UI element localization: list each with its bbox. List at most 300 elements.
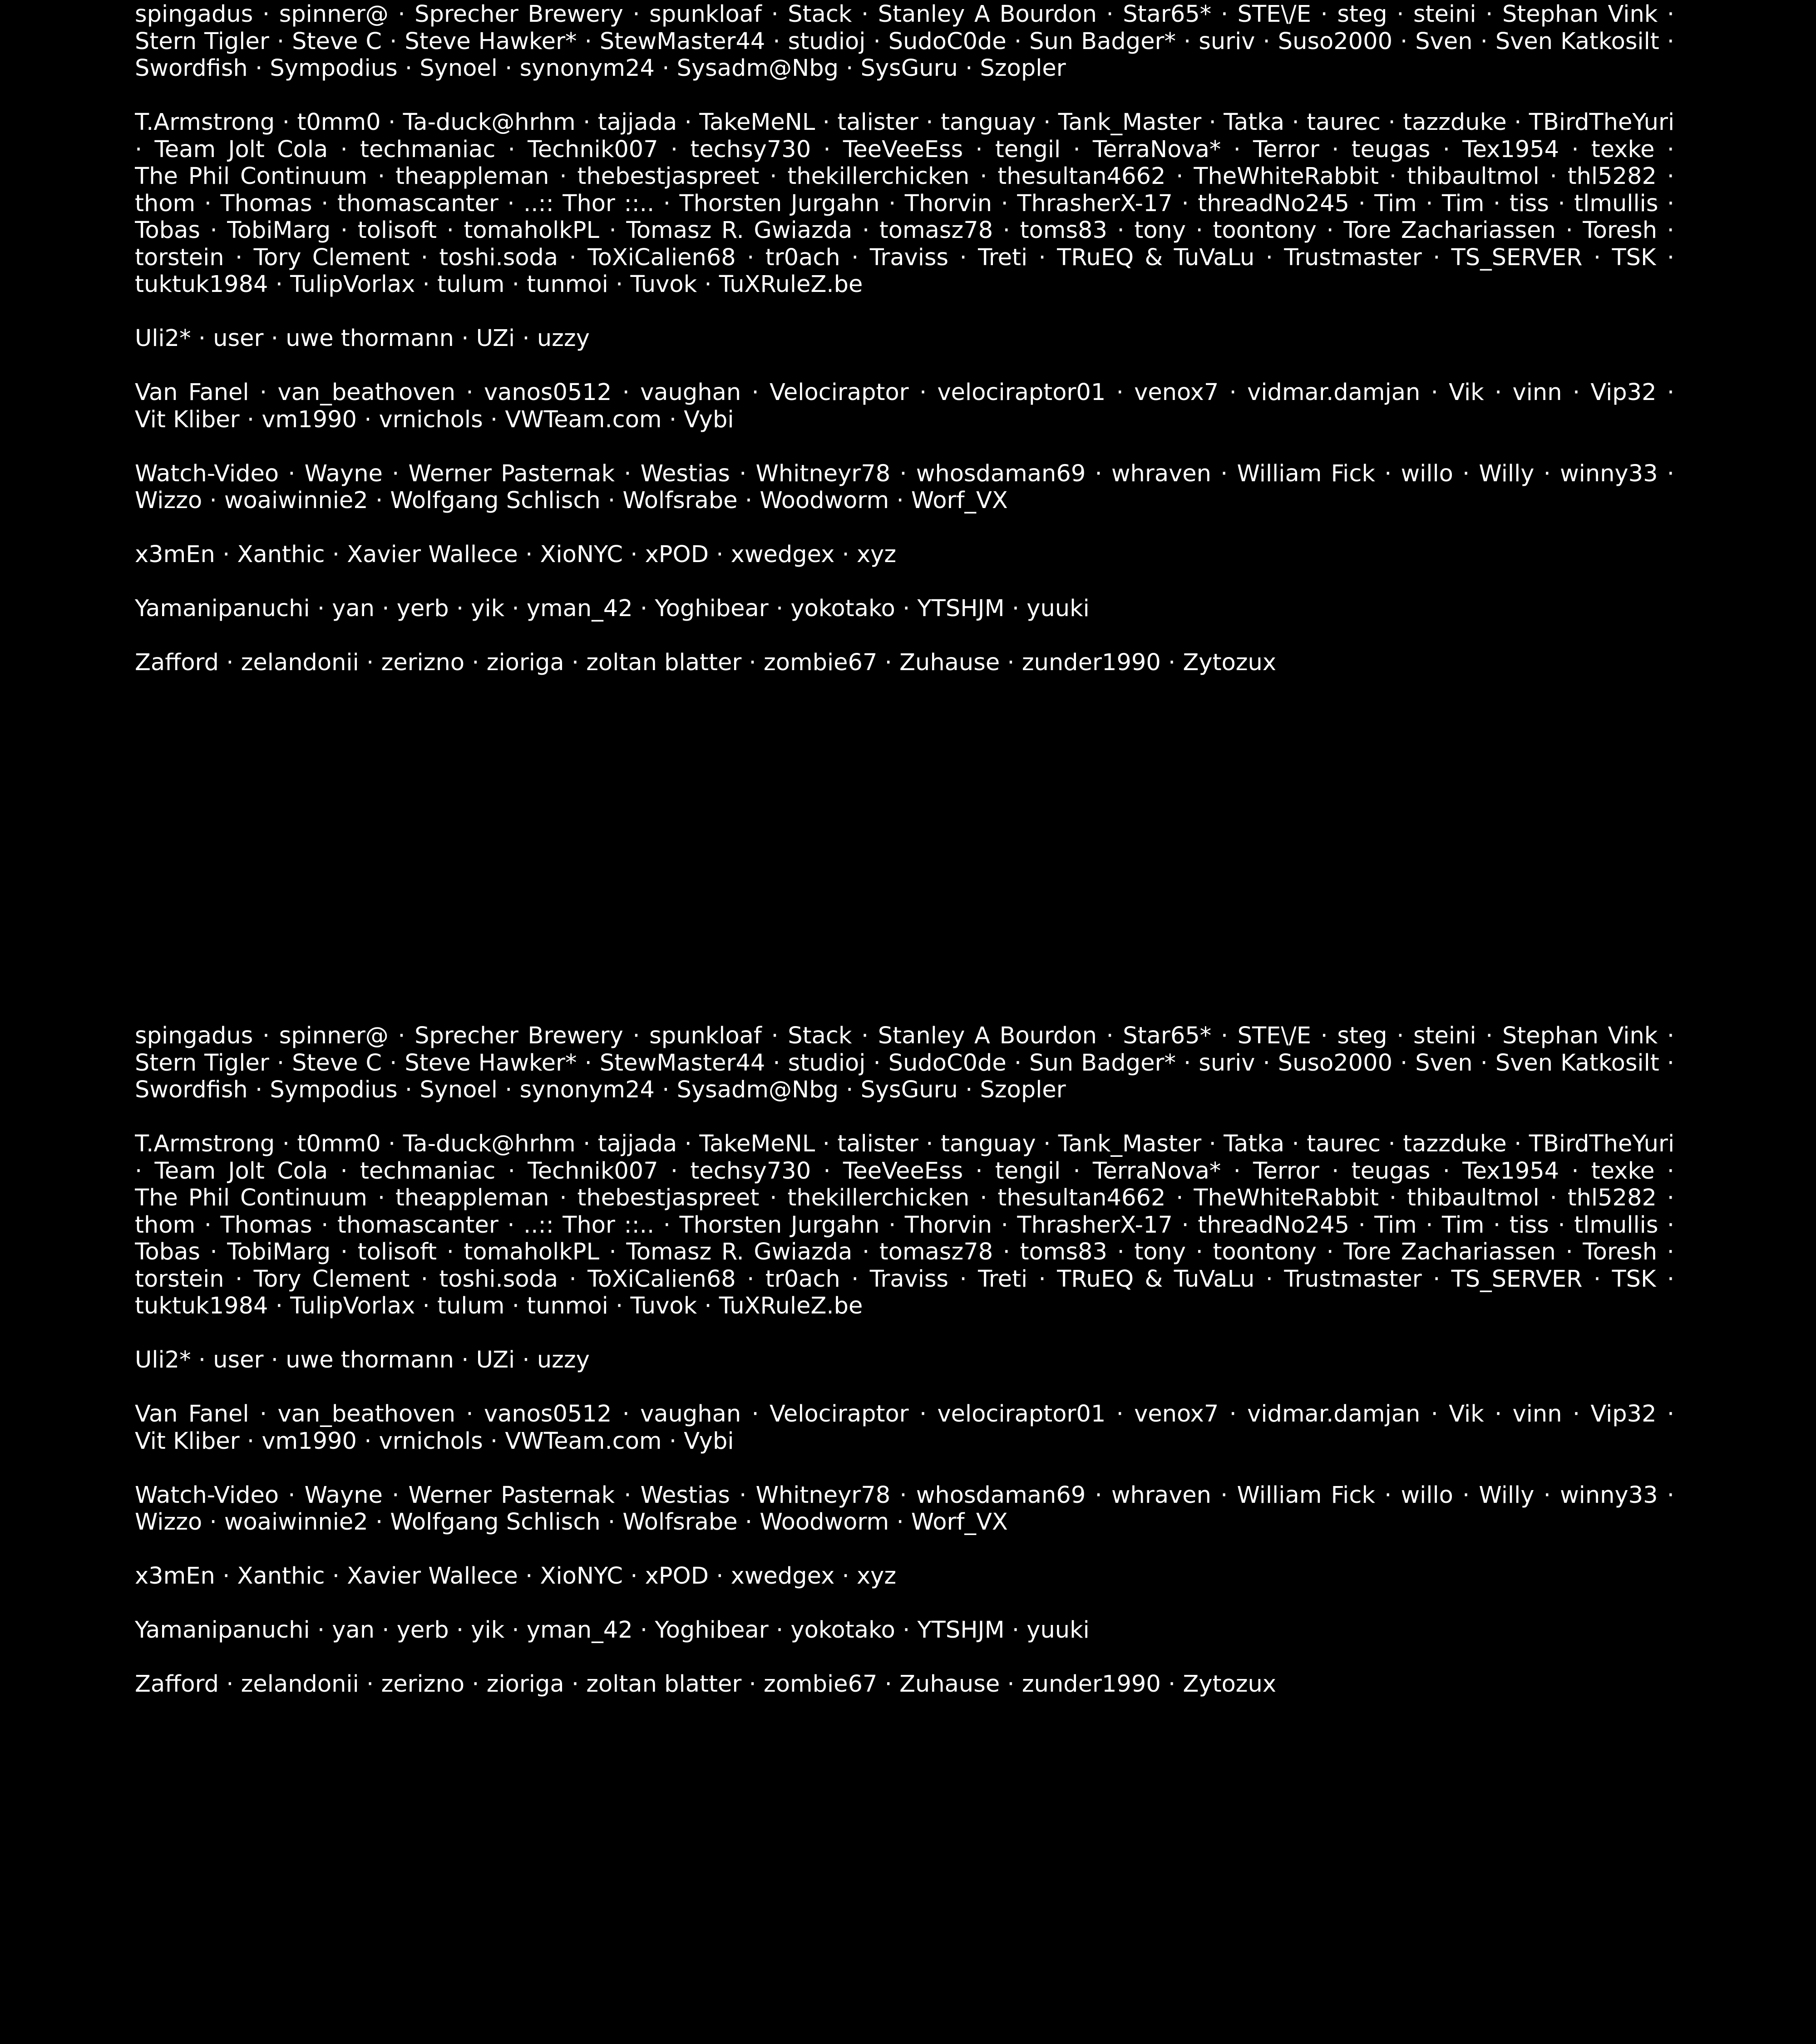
separator-dot: · [1571, 1157, 1579, 1185]
separator-dot: · [980, 1185, 987, 1211]
separator-dot: · [559, 163, 567, 190]
name-group-t [135, 1131, 1674, 1320]
separator-dot: · [1332, 1157, 1339, 1185]
separator-dot: · [1667, 217, 1674, 244]
separator-dot: · [1667, 1239, 1674, 1265]
separator-dot: · [684, 109, 692, 136]
contributor-name: Thorsten Jurgahn [679, 1211, 880, 1239]
contributor-name: William Fick [1237, 460, 1375, 487]
contributor-name: xPOD [645, 541, 709, 568]
separator-dot: · [282, 109, 290, 136]
contributor-name: ToXiCalien68 [587, 244, 736, 271]
contributor-name: Toresh [1583, 217, 1658, 244]
name-group-y [135, 595, 1674, 622]
contributor-name: Tim [1374, 1211, 1417, 1239]
contributor-name: TerraNova* [1092, 136, 1221, 163]
contributor-name: STE\/E [1237, 1, 1311, 28]
separator-dot: · [569, 244, 577, 271]
contributor-name: T.Armstrong [135, 1131, 275, 1157]
separator-dot: · [771, 1, 779, 28]
separator-dot: · [622, 379, 630, 406]
contributor-name: TobiMarg [227, 217, 331, 244]
contributor-name: yuuki [1026, 1617, 1090, 1644]
separator-dot: · [739, 1481, 747, 1509]
separator-dot: · [375, 487, 383, 514]
contributor-name: Whitneyr78 [755, 1481, 891, 1509]
separator-dot: · [1593, 1265, 1601, 1293]
contributor-name: Wolfgang Schlisch [390, 1509, 601, 1535]
separator-dot: · [466, 1401, 474, 1427]
separator-dot: · [222, 1563, 230, 1590]
separator-dot: · [1358, 190, 1366, 217]
contributor-name: velociraptor01 [937, 1401, 1106, 1427]
separator-dot: · [749, 1671, 756, 1698]
contributor-name: teugas [1351, 1157, 1431, 1185]
contributor-name: thomascanter [337, 190, 498, 217]
separator-dot: · [584, 1049, 592, 1076]
separator-dot: · [461, 325, 469, 352]
separator-dot: · [823, 136, 831, 163]
separator-dot: · [1073, 1157, 1081, 1185]
separator-dot: · [569, 1265, 577, 1293]
separator-dot: · [1117, 1239, 1125, 1265]
contributor-name: zoltan blatter [586, 649, 742, 676]
contributor-name: Willy [1479, 1481, 1535, 1509]
name-group-x [135, 1563, 1674, 1590]
contributor-name: Zytozux [1183, 649, 1277, 676]
separator-dot: · [226, 1671, 234, 1698]
contributor-name: Tank_Master [1058, 109, 1202, 136]
separator-dot: · [1263, 28, 1270, 55]
contributor-name: Zafford [135, 649, 219, 676]
contributor-name: TuXRuleZ.be [719, 271, 863, 298]
contributor-name: tanguay [940, 1131, 1036, 1157]
contributor-name: Stack [788, 1022, 852, 1049]
separator-dot: · [1326, 1239, 1334, 1265]
separator-dot: · [770, 163, 777, 190]
contributor-name: spunkloaf [649, 1, 762, 28]
contributor-name: Wolfsrabe [622, 1509, 738, 1535]
separator-dot: · [456, 595, 464, 622]
contributor-name: Treti [978, 244, 1028, 271]
contributor-name: yman_42 [526, 595, 633, 622]
separator-dot: · [512, 1617, 519, 1644]
contributor-name: Thorvin [904, 190, 992, 217]
separator-dot: · [888, 190, 896, 217]
contributor-name: zombie67 [763, 1671, 878, 1698]
separator-dot: · [210, 1239, 217, 1265]
separator-dot: · [609, 1239, 617, 1265]
contributor-name: thekillerchicken [787, 163, 970, 190]
separator-dot: · [1389, 1185, 1397, 1211]
separator-dot: · [980, 163, 987, 190]
contributor-name: toshi.soda [439, 244, 558, 271]
separator-dot: · [1667, 1185, 1674, 1211]
contributor-name: Szopler [980, 55, 1066, 82]
contributor-name: Worf_VX [911, 487, 1008, 514]
separator-dot: · [1095, 1481, 1102, 1509]
separator-dot: · [1388, 109, 1396, 136]
contributor-name: toshi.soda [439, 1265, 558, 1293]
contributor-name: Watch-Video [135, 460, 279, 487]
contributor-name: tuktuk1984 [135, 1293, 268, 1319]
separator-dot: · [1667, 28, 1674, 55]
separator-dot: · [382, 595, 390, 622]
contributor-name: Traviss [869, 244, 949, 271]
contributor-name: Tomasz R. Gwiazda [626, 1239, 853, 1265]
contributor-name: xyz [856, 541, 897, 568]
separator-dot: · [525, 541, 533, 568]
separator-dot: · [1176, 163, 1184, 190]
contributor-name: Tory Clement [253, 244, 410, 271]
separator-dot: · [670, 1157, 678, 1185]
contributor-name: van_beathoven [277, 379, 456, 406]
separator-dot: · [1106, 1022, 1114, 1049]
separator-dot: · [525, 1563, 533, 1590]
separator-dot: · [1014, 1049, 1022, 1076]
contributor-name: TSK [1612, 1265, 1656, 1293]
contributor-name: yerb [396, 595, 449, 622]
separator-dot: · [1426, 1211, 1433, 1239]
separator-dot: · [422, 1293, 430, 1319]
separator-dot: · [571, 1671, 579, 1698]
contributor-name: Xavier Wallece [347, 541, 518, 568]
separator-dot: · [919, 379, 927, 406]
contributor-name: Tomasz R. Gwiazda [626, 217, 853, 244]
contributor-name: thomascanter [337, 1211, 498, 1239]
name-group-t [135, 109, 1674, 298]
contributor-name: zunder1990 [1022, 649, 1161, 676]
separator-dot: · [522, 325, 530, 352]
contributor-name: vanos0512 [484, 1401, 612, 1427]
separator-dot: · [1320, 1, 1328, 28]
separator-dot: · [775, 1617, 784, 1644]
contributor-name: steini [1413, 1022, 1476, 1049]
separator-dot: · [842, 541, 849, 568]
separator-dot: · [1220, 460, 1228, 487]
separator-dot: · [1233, 1157, 1241, 1185]
contributor-name: TBirdTheYuri [1529, 109, 1674, 136]
contributor-name: Star65* [1123, 1, 1212, 28]
separator-dot: · [884, 649, 892, 676]
contributor-name: zunder1990 [1022, 1671, 1161, 1698]
contributor-name: YTSHJM [917, 595, 1005, 622]
separator-dot: · [1558, 190, 1565, 217]
contributor-name: Tore Zachariassen [1343, 1239, 1556, 1265]
separator-dot: · [490, 1427, 498, 1455]
contributor-name: TakeMeNL [699, 1131, 815, 1157]
separator-dot: · [1181, 1211, 1189, 1239]
contributor-name: Ta-duck@hrhm [403, 1131, 576, 1157]
contributor-name: torstein [135, 244, 224, 271]
contributor-name: Ta-duck@hrhm [403, 109, 576, 136]
contributor-name: steg [1337, 1022, 1387, 1049]
name-group-s [135, 1022, 1674, 1104]
contributor-name: uwe thormann [286, 325, 454, 352]
separator-dot: · [1400, 1049, 1408, 1076]
contributor-name: talister [837, 109, 918, 136]
contributor-name: zelandonii [241, 1671, 359, 1698]
separator-dot: · [1038, 244, 1046, 271]
contributor-name: Technik007 [528, 1157, 658, 1185]
contributor-name: Yoghibear [655, 595, 769, 622]
separator-dot: · [1220, 1022, 1229, 1049]
contributor-name: Team Jolt Cola [154, 1157, 328, 1185]
separator-dot: · [1012, 1617, 1020, 1644]
contributor-name: The Phil Continuum [135, 1185, 367, 1211]
separator-dot: · [823, 1157, 831, 1185]
contributor-name: UZi [476, 1347, 515, 1373]
contributor-name: whraven [1111, 460, 1211, 487]
separator-dot: · [861, 1022, 869, 1049]
separator-dot: · [332, 1563, 340, 1590]
separator-dot: · [388, 1131, 396, 1157]
separator-dot: · [1397, 1, 1404, 28]
separator-dot: · [1184, 28, 1191, 55]
separator-dot: · [663, 190, 671, 217]
separator-dot: · [662, 55, 670, 82]
name-group-v [135, 379, 1674, 433]
contributor-name: Steve C [292, 1049, 382, 1076]
contributor-name: techsy730 [690, 1157, 811, 1185]
contributor-name: uwe thormann [286, 1347, 454, 1373]
separator-dot: · [1043, 1131, 1051, 1157]
contributor-name: Sven Katkosilt [1495, 1049, 1659, 1076]
separator-dot: · [822, 1131, 830, 1157]
separator-dot: · [505, 55, 513, 82]
separator-dot: · [1168, 1671, 1176, 1698]
contributor-name: Uli2* [135, 1347, 191, 1373]
contributor-name: TheWhiteRabbit [1194, 163, 1379, 190]
separator-dot: · [1233, 136, 1241, 163]
separator-dot: · [670, 136, 678, 163]
contributor-name: Tory Clement [253, 1265, 410, 1293]
separator-dot: · [472, 1671, 479, 1698]
separator-dot: · [704, 1293, 712, 1319]
contributor-name: Steve Hawker* [405, 1049, 577, 1076]
separator-dot: · [1480, 28, 1488, 55]
contributor-name: user [213, 1347, 264, 1373]
contributor-name: TobiMarg [227, 1239, 331, 1265]
separator-dot: · [1495, 1401, 1502, 1427]
contributor-name: Tuvok [630, 271, 697, 298]
contributor-name: Stephan Vink [1502, 1022, 1658, 1049]
contributor-name: venox7 [1134, 1401, 1219, 1427]
contributor-name: XioNYC [540, 1563, 623, 1590]
contributor-name: Woodworm [760, 487, 889, 514]
separator-dot: · [751, 379, 759, 406]
contributor-name: SudoC0de [888, 1049, 1007, 1076]
separator-dot: · [896, 487, 904, 514]
contributor-name: TuXRuleZ.be [719, 1293, 863, 1319]
contributor-name: thom [135, 1211, 196, 1239]
separator-dot: · [1007, 649, 1015, 676]
contributor-name: threadNo245 [1198, 190, 1350, 217]
contributor-name: tr0ach [765, 1265, 840, 1293]
separator-dot: · [377, 163, 385, 190]
separator-dot: · [745, 487, 753, 514]
separator-dot: · [663, 1211, 671, 1239]
separator-dot: · [1265, 244, 1273, 271]
separator-dot: · [1106, 1, 1114, 28]
contributor-name: Tuvok [630, 1293, 697, 1319]
contributor-name: steg [1337, 1, 1387, 28]
separator-dot: · [1667, 136, 1674, 163]
separator-dot: · [745, 1509, 753, 1535]
separator-dot: · [405, 1076, 413, 1103]
contributor-name: toms83 [1020, 1239, 1107, 1265]
contributor-name: tunmoi [527, 271, 608, 298]
contributor-name: taurec [1307, 109, 1381, 136]
contributor-name: velociraptor01 [937, 379, 1106, 406]
contributor-name: spunkloaf [649, 1022, 762, 1049]
contributor-name: Tim [1441, 1211, 1485, 1239]
contributor-name: suriv [1199, 28, 1255, 55]
separator-dot: · [1400, 28, 1408, 55]
contributor-name: xyz [856, 1563, 897, 1590]
separator-dot: · [1002, 1239, 1010, 1265]
separator-dot: · [896, 1509, 904, 1535]
contributor-name: TBirdTheYuri [1529, 1131, 1674, 1157]
separator-dot: · [420, 244, 428, 271]
contributor-name: Wolfgang Schlisch [390, 487, 601, 514]
separator-dot: · [259, 379, 267, 406]
contributor-name: Trustmaster [1284, 1265, 1422, 1293]
separator-dot: · [340, 217, 348, 244]
separator-dot: · [490, 406, 498, 433]
contributor-name: tengil [995, 136, 1061, 163]
contributor-name: T.Armstrong [135, 109, 275, 136]
contributor-name: VWTeam.com [505, 1427, 662, 1455]
separator-dot: · [1480, 1049, 1488, 1076]
separator-dot: · [716, 1563, 724, 1590]
contributor-name: Zuhause [899, 1671, 1000, 1698]
contributor-name: UZi [476, 325, 515, 352]
contributor-name: Xavier Wallece [347, 1563, 518, 1590]
contributor-name: Yoghibear [655, 1617, 769, 1644]
separator-dot: · [1572, 379, 1580, 406]
name-group-y [135, 1617, 1674, 1644]
separator-dot: · [1667, 1157, 1674, 1185]
contributor-name: Stanley A Bourdon [878, 1, 1097, 28]
contributor-name: tengil [995, 1157, 1061, 1185]
separator-dot: · [1002, 217, 1010, 244]
contributor-name: van_beathoven [277, 1401, 456, 1427]
separator-dot: · [392, 460, 400, 487]
separator-dot: · [512, 1293, 519, 1319]
separator-dot: · [1667, 163, 1674, 190]
contributor-name: vaughan [640, 1401, 741, 1427]
contributor-name: Velociraptor [770, 379, 909, 406]
contributor-name: Szopler [980, 1076, 1066, 1103]
contributor-name: zerizno [381, 649, 465, 676]
contributor-name: TeeVeeEss [843, 136, 963, 163]
contributor-name: vanos0512 [484, 379, 612, 406]
contributor-name: Terror [1253, 1157, 1319, 1185]
contributor-name: thesultan4662 [997, 163, 1166, 190]
separator-dot: · [1667, 244, 1674, 271]
separator-dot: · [390, 28, 397, 55]
separator-dot: · [965, 1076, 973, 1103]
contributor-name: thibaultmol [1406, 163, 1540, 190]
separator-dot: · [512, 595, 519, 622]
separator-dot: · [775, 595, 784, 622]
separator-dot: · [669, 1427, 677, 1455]
separator-dot: · [1667, 1265, 1674, 1293]
contributor-name: Velociraptor [770, 1401, 909, 1427]
separator-dot: · [584, 28, 592, 55]
separator-dot: · [632, 1022, 640, 1049]
contributor-name: toontony [1213, 217, 1317, 244]
separator-dot: · [903, 595, 910, 622]
separator-dot: · [364, 1427, 372, 1455]
separator-dot: · [1292, 109, 1299, 136]
separator-dot: · [1462, 1481, 1470, 1509]
contributor-name: TS_SERVER [1451, 244, 1583, 271]
separator-dot: · [392, 1481, 400, 1509]
contributor-name: torstein [135, 1265, 224, 1293]
contributor-name: tolisoft [357, 1239, 437, 1265]
contributor-name: Sysadm@Nbg [676, 1076, 839, 1103]
separator-dot: · [1397, 1022, 1404, 1049]
contributor-name: tazzduke [1403, 1131, 1507, 1157]
contributor-name: Vybi [684, 406, 734, 433]
separator-dot: · [1073, 136, 1081, 163]
separator-dot: · [1209, 109, 1216, 136]
separator-dot: · [135, 136, 143, 163]
contributor-name: tajjada [597, 109, 677, 136]
separator-dot: · [1667, 1401, 1674, 1427]
separator-dot: · [1667, 379, 1674, 406]
separator-dot: · [317, 1617, 325, 1644]
separator-dot: · [262, 1, 270, 28]
separator-dot: · [1493, 1211, 1501, 1239]
contributor-name: texke [1591, 1157, 1655, 1185]
separator-dot: · [446, 217, 454, 244]
contributor-name: yik [471, 595, 505, 622]
separator-dot: · [975, 1157, 983, 1185]
contributor-name: uzzy [537, 325, 590, 352]
contributor-name: Tobas [135, 217, 200, 244]
separator-dot: · [1014, 28, 1022, 55]
separator-dot: · [508, 136, 515, 163]
separator-dot: · [1116, 379, 1124, 406]
separator-dot: · [630, 541, 638, 568]
contributor-name: xwedgex [730, 1563, 835, 1590]
contributor-name: Sven [1415, 1049, 1473, 1076]
separator-dot: · [622, 1401, 630, 1427]
separator-dot: · [247, 1427, 255, 1455]
separator-dot: · [861, 1, 869, 28]
contributor-name: yokotako [790, 1617, 895, 1644]
contributor-name: Woodworm [760, 1509, 889, 1535]
contributor-name: thom [135, 190, 196, 217]
contributor-name: spingadus [135, 1022, 253, 1049]
separator-dot: · [1667, 460, 1674, 487]
separator-dot: · [903, 1617, 910, 1644]
contributor-name: x3mEn [135, 541, 215, 568]
contributor-name: synonym24 [519, 55, 655, 82]
contributor-name: Watch-Video [135, 1481, 279, 1509]
separator-dot: · [607, 487, 616, 514]
separator-dot: · [965, 55, 973, 82]
separator-dot: · [382, 1617, 390, 1644]
contributor-name: vrnichols [379, 1427, 483, 1455]
separator-dot: · [873, 28, 881, 55]
contributor-name: t0mm0 [297, 1131, 381, 1157]
separator-dot: · [282, 1131, 290, 1157]
separator-dot: · [1229, 379, 1237, 406]
